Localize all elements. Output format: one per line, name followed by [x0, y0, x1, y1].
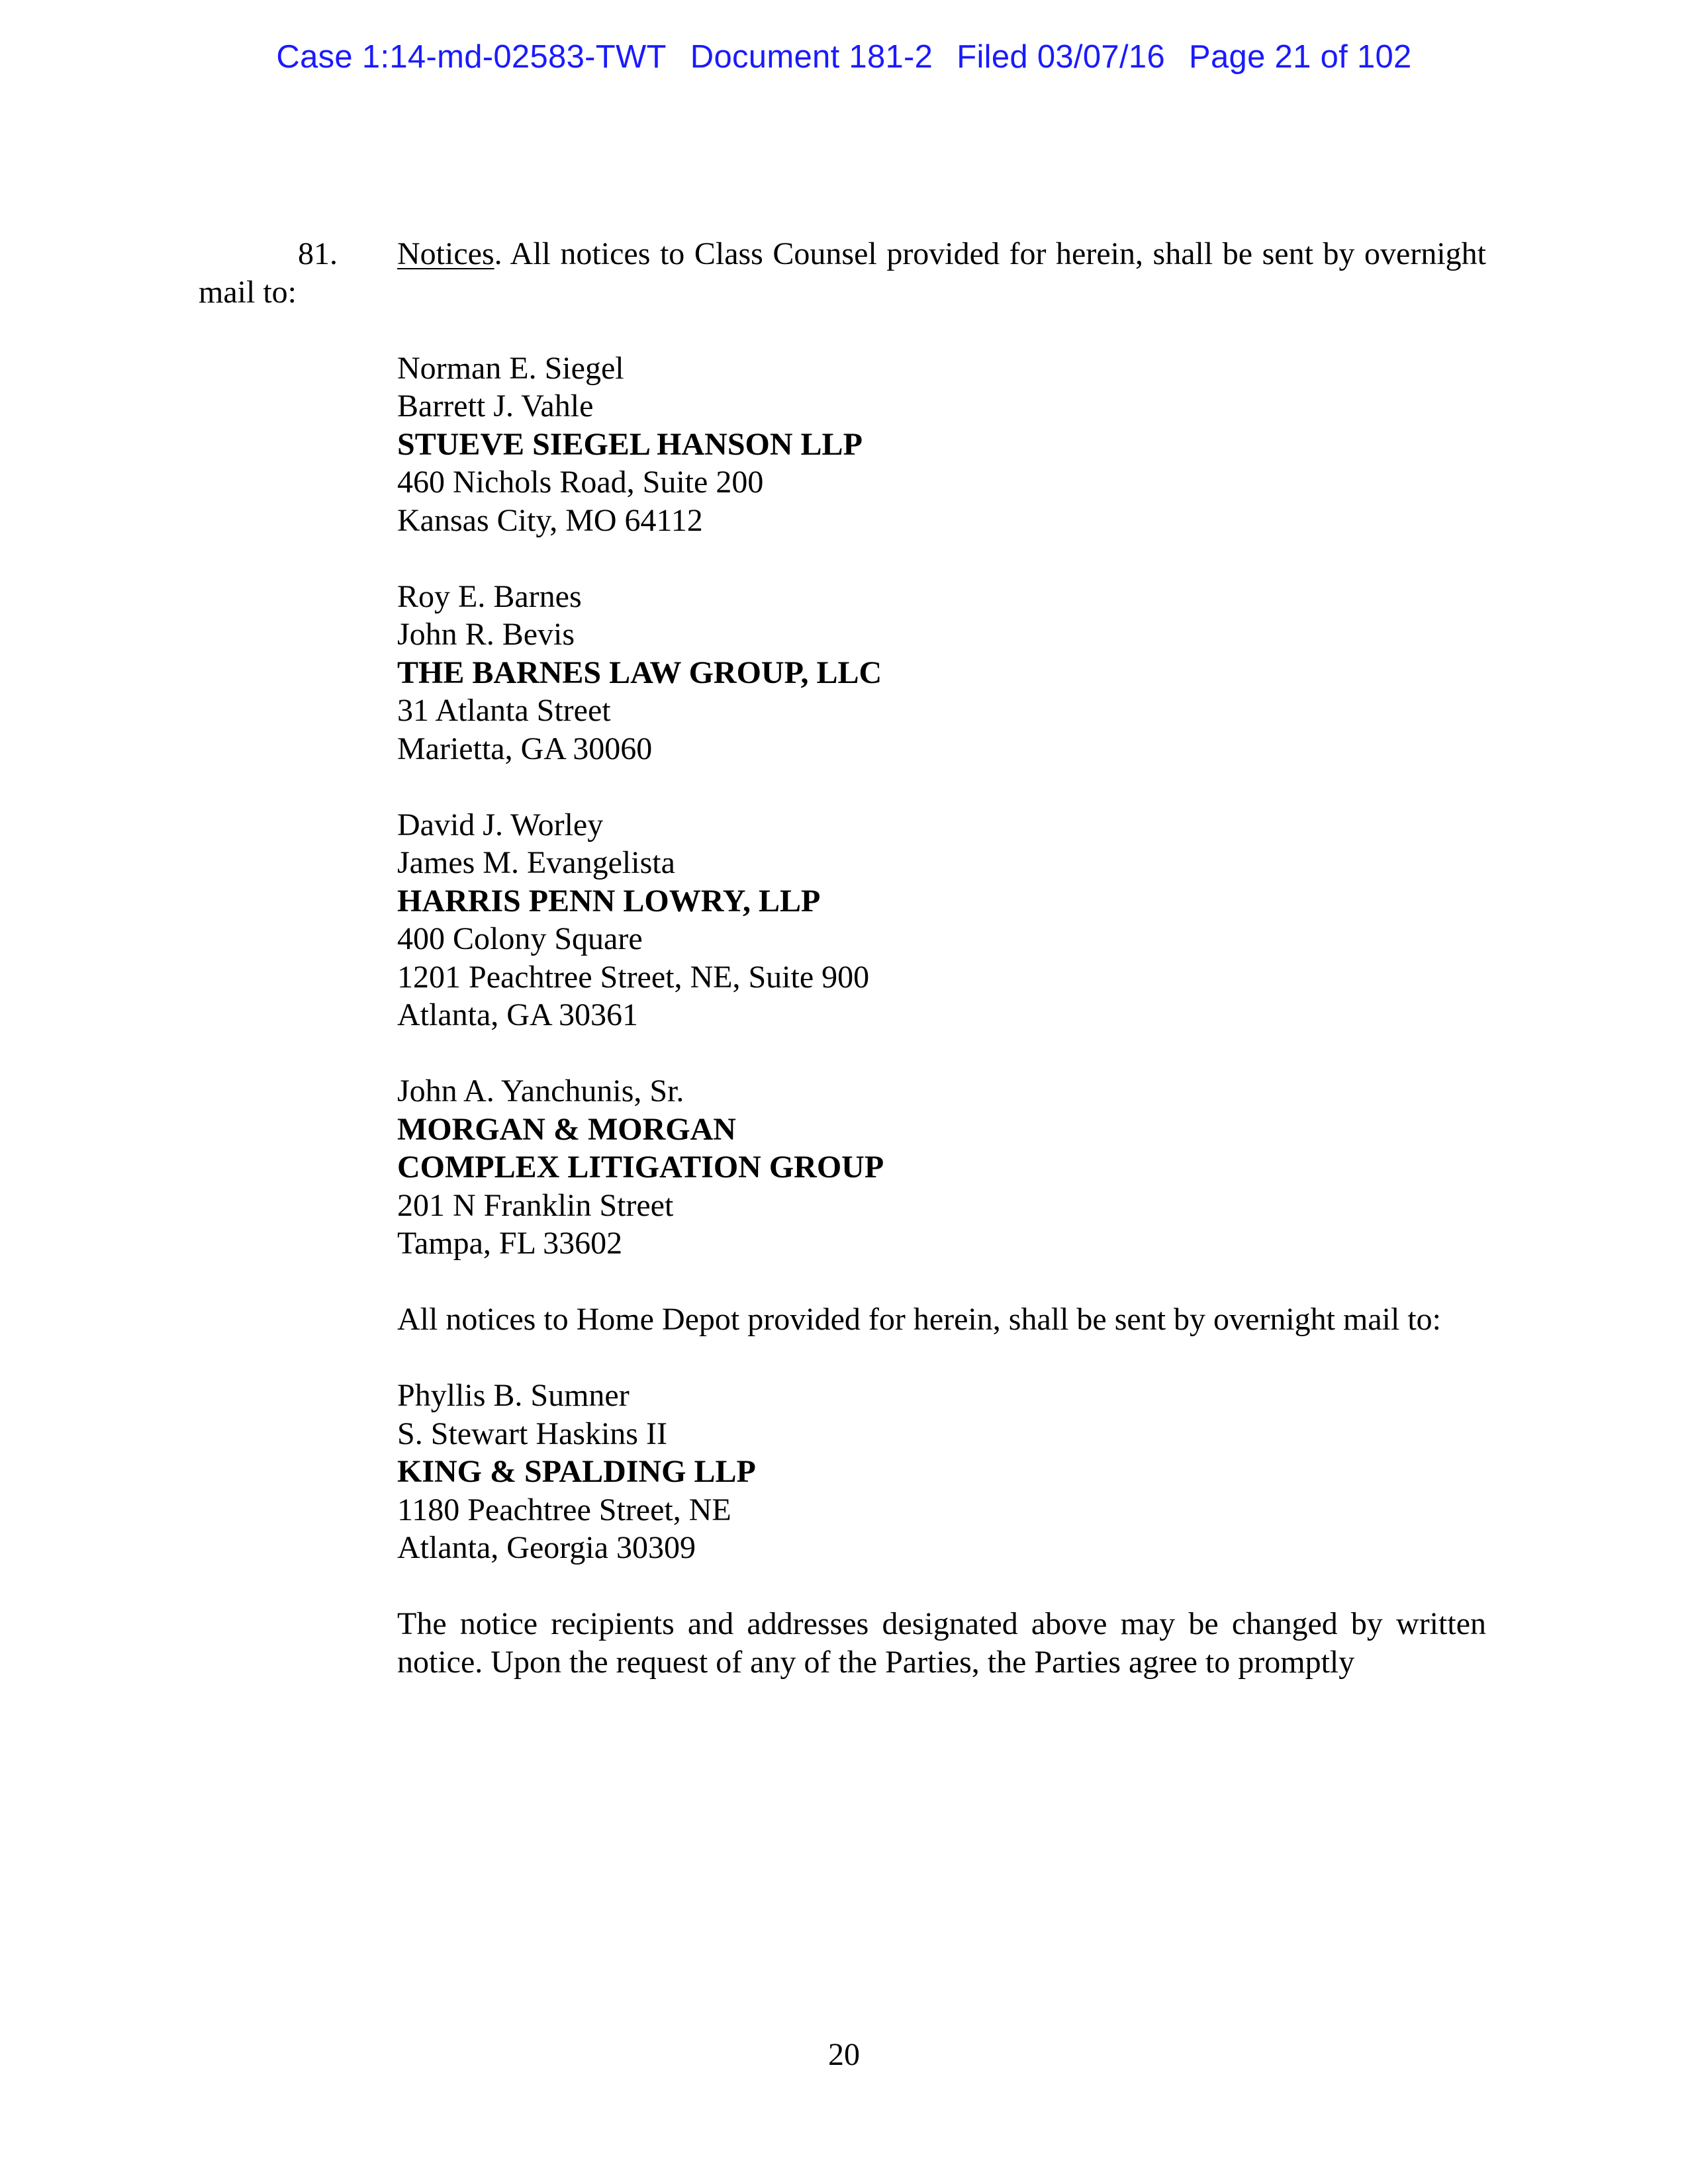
- address-line: 1180 Peachtree Street, NE: [397, 1492, 731, 1527]
- address-line: Atlanta, Georgia 30309: [397, 1530, 696, 1565]
- address-line: Marietta, GA 30060: [397, 731, 653, 766]
- address-line: 460 Nichols Road, Suite 200: [397, 465, 764, 500]
- counsel-name: S. Stewart Haskins II: [397, 1416, 667, 1451]
- home-depot-intro: All notices to Home Depot provided for herein, shall be sent by overnight mail to:: [397, 1302, 1441, 1337]
- counsel-name: John R. Bevis: [397, 617, 575, 652]
- paragraph-text: . All notices to Class Counsel provided for herein, shall be sent by overnight mail to:: [199, 236, 1486, 310]
- firm-name: HARRIS PENN LOWRY, LLP: [397, 883, 821, 919]
- page-body: [199, 235, 1486, 1681]
- filed-date: Filed 03/07/16: [957, 39, 1165, 75]
- firm-name: MORGAN & MORGAN: [397, 1111, 736, 1147]
- notices-paragraph: [199, 235, 1486, 311]
- counsel-name: Norman E. Siegel: [397, 350, 624, 386]
- address-line: 1201 Peachtree Street, NE, Suite 900: [397, 959, 870, 995]
- case-number: Case 1:14-md-02583-TWT: [276, 39, 667, 75]
- closing-paragraph: The notice recipients and addresses designated above may be changed by written notice. Upon the request of any of the Parties, the Parties agree to promptly: [397, 1606, 1486, 1680]
- counsel-name: John A. Yanchunis, Sr.: [397, 1073, 684, 1109]
- page-count: Page 21 of 102: [1189, 39, 1412, 75]
- address-line: Tampa, FL 33602: [397, 1226, 623, 1261]
- address-line: Atlanta, GA 30361: [397, 997, 638, 1032]
- counsel-name: Phyllis B. Sumner: [397, 1378, 630, 1413]
- document-number: Document 181-2: [690, 39, 933, 75]
- counsel-block-king-spalding: [397, 1377, 1486, 1567]
- firm-name: STUEVE SIEGEL HANSON LLP: [397, 426, 863, 462]
- paragraph-number: 81.: [298, 236, 338, 271]
- counsel-name: David J. Worley: [397, 807, 604, 842]
- address-line: 201 N Franklin Street: [397, 1187, 674, 1223]
- firm-name: KING & SPALDING LLP: [397, 1454, 756, 1489]
- counsel-block-morgan: [397, 1072, 1486, 1263]
- address-line: 400 Colony Square: [397, 921, 643, 956]
- filing-header: [0, 38, 1688, 75]
- counsel-name: Barrett J. Vahle: [397, 388, 594, 424]
- counsel-name: James M. Evangelista: [397, 845, 675, 880]
- paragraph-heading: Notices: [397, 236, 494, 271]
- address-line: Kansas City, MO 64112: [397, 502, 703, 538]
- firm-name: COMPLEX LITIGATION GROUP: [397, 1150, 884, 1185]
- counsel-name: Roy E. Barnes: [397, 578, 582, 614]
- counsel-block-stueve: [397, 349, 1486, 540]
- firm-name: THE BARNES LAW GROUP, LLC: [397, 655, 882, 690]
- counsel-block-harris: [397, 806, 1486, 1034]
- class-counsel-list: [397, 349, 1486, 1682]
- counsel-block-barnes: [397, 578, 1486, 768]
- page-number: 20: [828, 2037, 860, 2072]
- address-line: 31 Atlanta Street: [397, 693, 611, 728]
